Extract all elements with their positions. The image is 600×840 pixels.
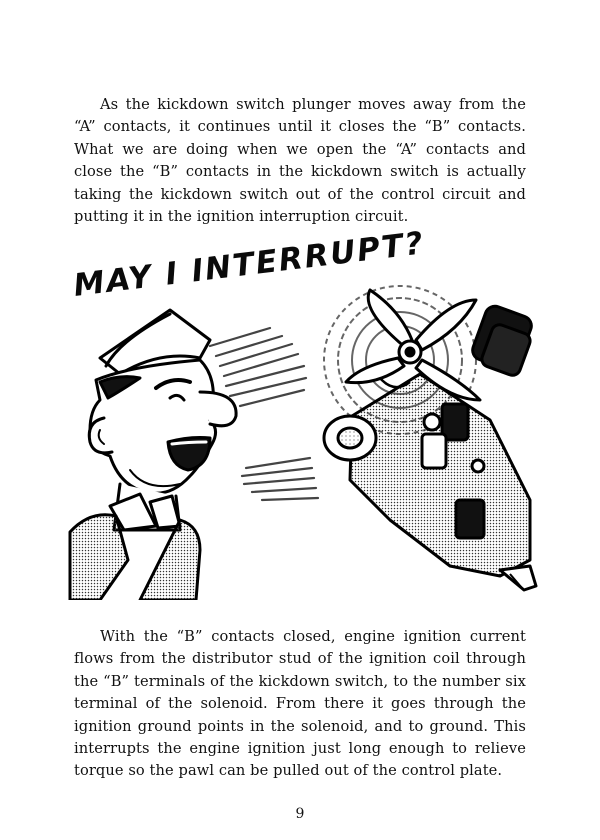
page-number: 9 (295, 806, 305, 822)
kickdown-switch-character (324, 290, 536, 590)
man-character (70, 310, 236, 600)
body-paragraph-1: As the kickdown switch plunger moves away from the “A” contacts, it continues until it closes the “B” contacts. What we are doing when we open the “A” contacts and close the “B” contacts in the kickdown switch is actually taking the kickdown switch out of the control circuit and putting it in the ignition interruption circuit. (74, 96, 526, 226)
body-paragraph-2: With the “B” contacts closed, engine ignition current flows from the distributor stud of the ignition coil through the “B” terminals of the kickdown switch, to the number six terminal of the solenoid. From there it goes through the ignition ground points in the solenoid, and to ground. This interrupts the engine ignition just long enough to relieve torque so the pawl can be pulled out of the control plate. (74, 628, 526, 780)
illustration-heading: MAY I INTERRUPT? (71, 225, 427, 304)
cartoon-illustration (60, 270, 550, 600)
